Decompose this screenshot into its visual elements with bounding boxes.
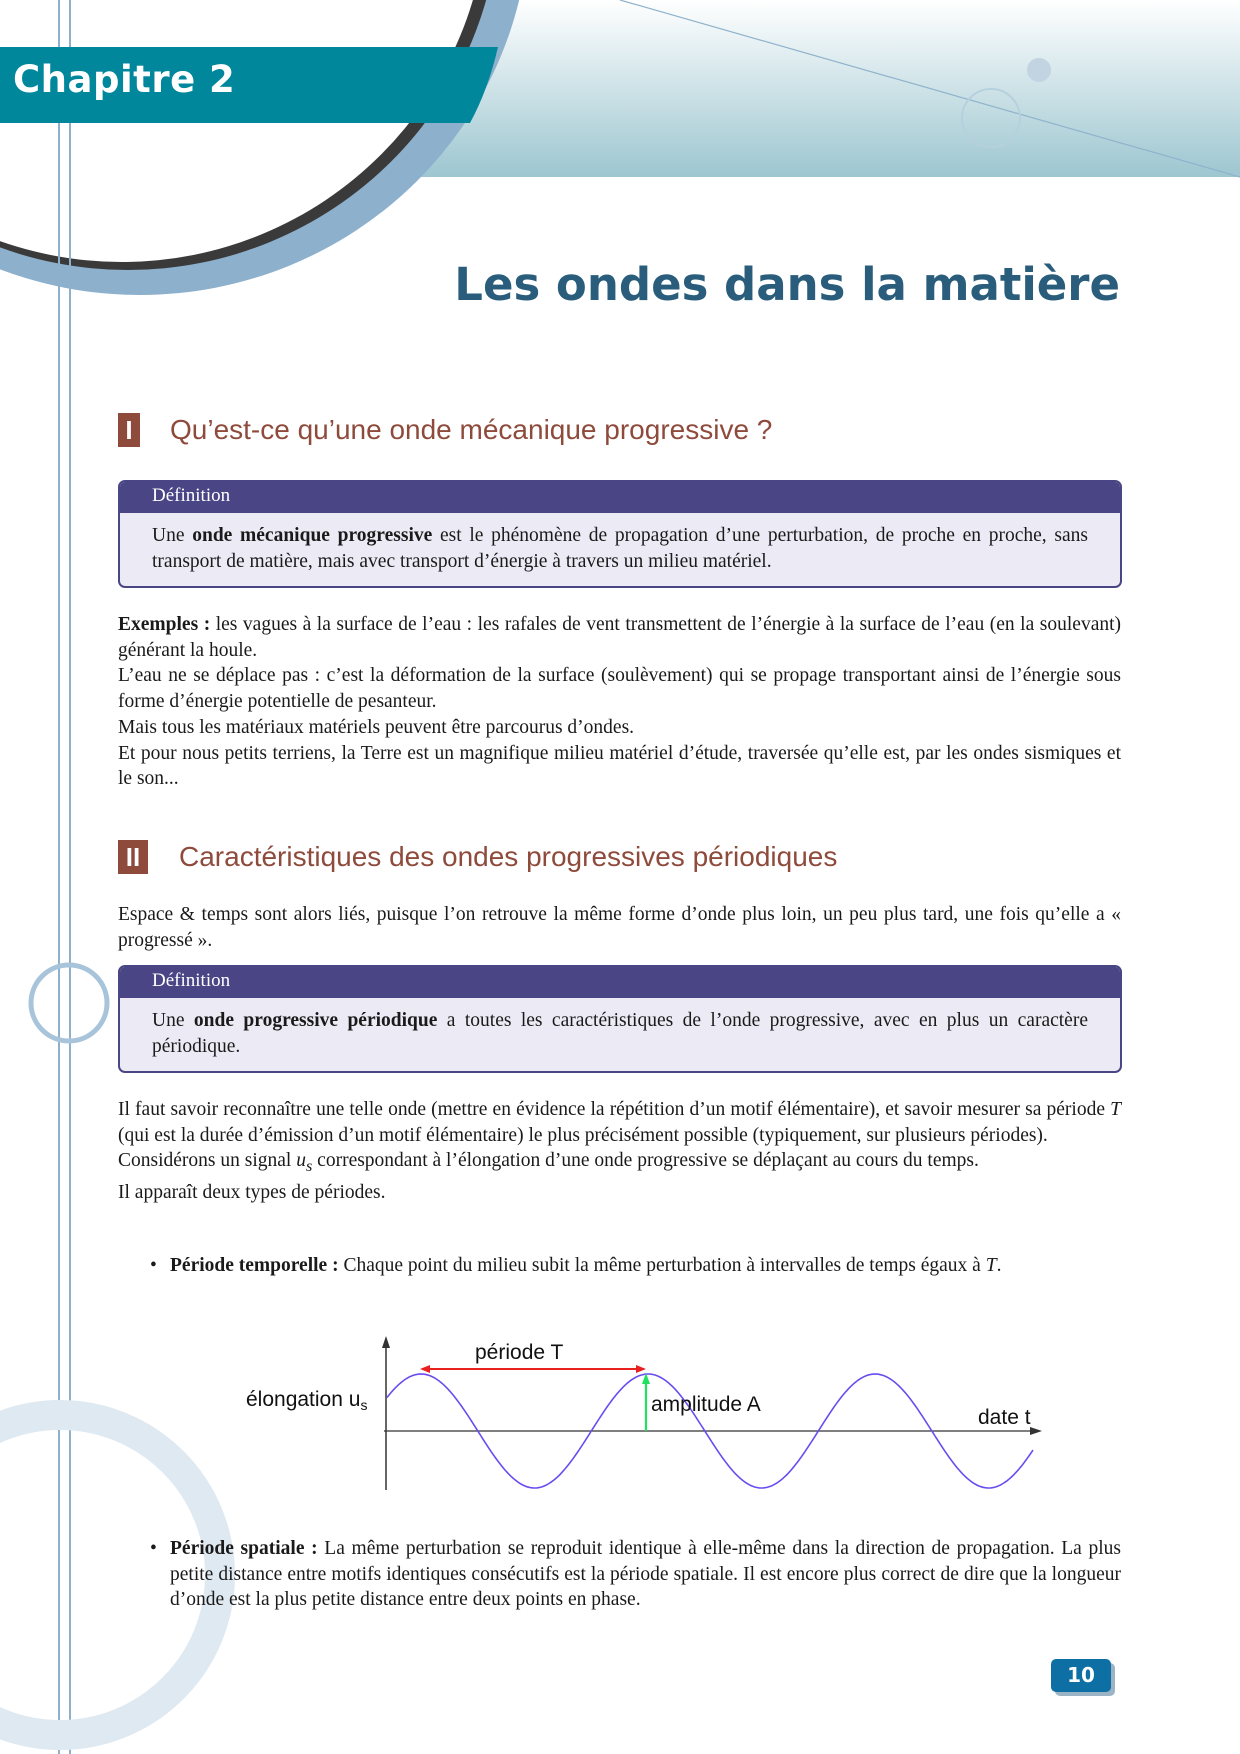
section-title: Caractéristiques des ondes progressives périodiques [179,841,838,872]
section-number: II [118,840,148,874]
intro-paragraph: Espace & temps sont alors liés, puisque l’on retrouve la même forme d’onde plus loin, un peu plus tard, une fois qu’elle a « progressé ». [118,904,1121,951]
y-axis-label: élongation us [246,1388,368,1413]
period-arrow-left-head [420,1365,430,1373]
amplitude-label: amplitude A [651,1393,761,1416]
period-paragraph: Il faut savoir reconnaître une telle onde (mettre en évidence la répétition d’un motif élémentaire), et savoir mesurer sa période T (qui est la durée d’émission d’un motif élémentaire) le plus précisément possible (typiquement, sur plusieurs périodes). Considérons un signal $u_s$ correspondant à l’élongation d’une onde progressive se déplaçant au cours du temps. Il apparaît deux types de périodes. [118,1099,1121,1203]
bullet-item: • Période temporelle : Chaque point du milieu subit la même perturbation à intervalles de temps égaux à T. [150,1255,1002,1276]
page-number: 10 [1051,1659,1111,1692]
period-label: période T [475,1341,564,1364]
section-number: I [118,413,140,447]
chapter-label: Chapitre 2 [13,58,236,101]
x-axis-arrow [1030,1427,1042,1435]
y-axis-arrow [382,1336,390,1348]
x-axis-label: date t [978,1406,1031,1429]
definition-label: Définition [120,967,1120,998]
section-title: Qu’est-ce qu’une onde mécanique progressive ? [170,414,773,445]
page-title: Les ondes dans la matière [454,258,1120,311]
definition-label: Définition [120,482,1120,513]
bullet-item: • Période spatiale : La même perturbation se reproduit identique à elle-même dans la direction de propagation. La plus petite distance entre motifs identiques consécutifs est la période spatiale. Il est encore plus correct de dire que la longueur d’onde est la plus petite distance entre deux points en phase. [150,1538,1121,1611]
period-arrow-right-head [636,1365,646,1373]
definition-text: Une onde progressive périodique a toutes les caractéristiques de l’onde progressive, avec en plus un caractère périodique. [152,1010,1088,1057]
examples-paragraph: Exemples : les vagues à la surface de l’eau : les rafales de vent transmettent de l’énergie à la surface de l’eau (en la soulevant) générant la houle. L’eau ne se déplace pas : c’est la déformation de la surface (soulèvement) qui se propage transportant ainsi de l’énergie sous forme d’énergie potentielle de pesanteur. Mais tous les matériaux matériels peuvent être parcourus d’ondes. Et pour nous petits terriens, la Terre est un magnifique milieu matériel d’étude, traversée qu’elle est, par les ondes sismiques et le son... [118,614,1122,790]
definition-text: Une onde mécanique progressive est le phénomène de propagation d’une perturbation, de proche en proche, sans transport de matière, mais avec transport d’énergie à travers un milieu matériel. [152,525,1088,572]
